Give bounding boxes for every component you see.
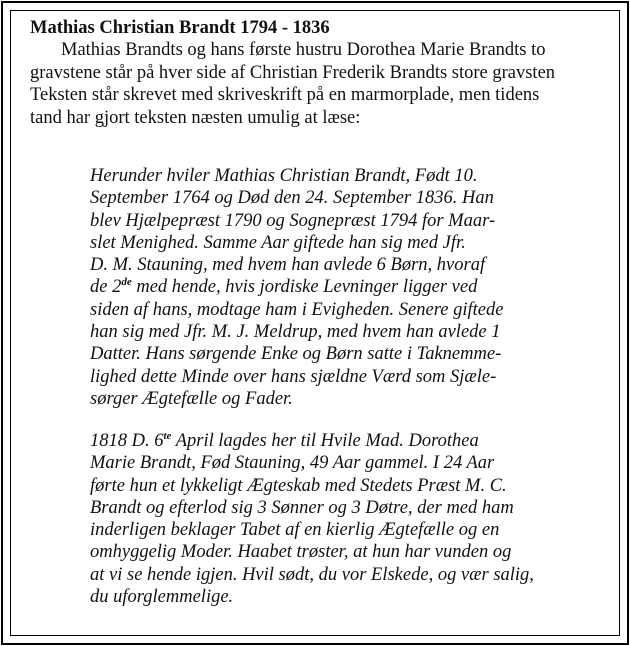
inscription-line: at vi se hende igjen. Hvil sødt, du vor Elskede, og vær salig, [90,564,534,585]
document-title: Mathias Christian Brandt 1794 - 1836 [30,18,330,38]
inscription-dorothea [90,430,610,608]
inscription-text: 1818 D. 6 [90,431,164,451]
inscription-line: du uforglemmelige. [90,587,234,608]
inscription-line: Herunder hviler Mathias Christian Brandt, Født 10. [90,166,478,186]
intro-line: gravstene står på hver side af Christian Frederik Brandts store gravsten [30,62,556,83]
document-body [30,18,610,129]
inscription-line: han sig med Jfr. M. J. Meldrup, med hvem han avlede 1 [90,322,501,343]
inscription-text: April lagdes her til Hvile Mad. Dorothea [171,431,479,451]
inscription-line: omhyggelig Moder. Haabet trøster, at hun har vunden og [90,542,512,563]
inscription-line: inderligen beklager Tabet af en kierlig Ægtefælle og en [90,520,500,541]
inscription-line: førte hun et lykkeligt Ægteskab med Stedets Præst M. C. [90,475,507,496]
inscription-line: D. M. Stauning, med hvem han avlede 6 Børn, hvoraf [90,255,486,276]
intro-paragraph [30,39,610,129]
inscription-text: med hende, hvis jordiske Levninger ligger ved [131,277,478,298]
inscription-line: September 1764 og Død den 24. September 1836. Han [90,188,494,209]
inscription-text: de 2 [90,277,122,298]
inscription-line: siden af hans, modtage ham i Evigheden. Senere giftede [90,299,504,320]
inscription-mathias [90,165,610,410]
inscription-line: Marie Brandt, Fød Stauning, 49 Aar gammel. I 24 Aar [90,453,495,474]
superscript: te [163,430,172,442]
inscription-line: lighed dette Minde over hans sjældne Værd som Sjæle- [90,366,497,387]
inscription-line: slet Menighed. Samme Aar giftede han sig med Jfr. [90,232,466,253]
inscription-line: Datter. Hans sørgende Enke og Børn satte i Taknemme- [90,344,502,365]
superscript: de [121,276,132,289]
inscription-line [90,276,610,298]
inscription-line: sørger Ægtefælle og Fader. [90,388,293,409]
inscription-line: blev Hjælpepræst 1790 og Sognepræst 1794 for Maar- [90,210,496,231]
intro-line: Teksten står skrevet med skriveskrift på en marmorplade, men tidens [30,85,540,105]
intro-line: Mathias Brandts og hans første hustru Dorothea Marie Brandts to [61,40,546,60]
intro-line: tand har gjort teksten næsten umulig at læse: [30,107,361,128]
inscription-line [90,430,610,452]
inscription-line: Brandt og efterlod sig 3 Sønner og 3 Døtre, der med ham [90,497,514,518]
